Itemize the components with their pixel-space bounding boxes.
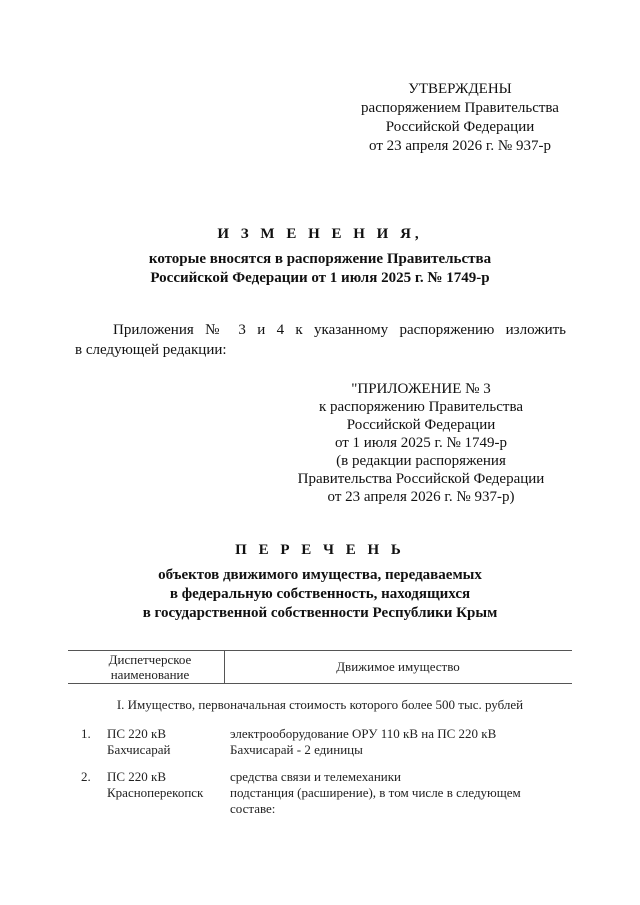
row-description-line: средства связи и телемеханики [230,769,402,784]
appendix-line: "ПРИЛОЖЕНИЕ № 3 [351,381,491,397]
row-name-line: ПС 220 кВ [107,769,167,784]
row-number: 2. [81,769,91,784]
list-title: П Е Р Е Ч Е Н Ь [235,542,405,558]
table-section-heading: I. Имущество, первоначальная стоимость которого более 500 тыс. рублей [116,697,524,712]
row-description-line: подстанция (расширение), в том числе в следующем [230,785,521,800]
approval-line: распоряжением Правительства [361,100,559,116]
row-name-line: Красноперекопск [107,785,204,800]
changes-subtitle-line: которые вносятся в распоряжение Правительства [148,251,492,267]
paragraph-line: Приложения № 3 и 4 к указанному распоряжению изложить [113,322,566,338]
list-subtitle-line: в федеральную собственность, находящихся [169,586,471,602]
appendix-line: Российской Федерации [346,417,496,433]
row-description [230,726,570,758]
row-name-line: ПС 220 кВ [107,726,167,741]
approval-heading: УТВЕРЖДЕНЫ [408,81,512,97]
changes-subtitle [0,250,640,288]
row-name [107,769,225,801]
appendix-line: от 1 июля 2025 г. № 1749-р [334,435,508,451]
column-header-property: Движимое имущество [336,659,460,674]
appendix-header [296,380,546,506]
changes-subtitle-line: Российской Федерации от 1 июля 2025 г. № 1749-р [150,270,490,286]
row-number: 1. [81,726,91,741]
row-description-line: электрооборудование ОРУ 110 кВ на ПС 220 кВ [230,726,497,741]
column-header-name [90,652,210,682]
column-header-line: наименование [110,667,190,682]
row-description [230,769,570,817]
changes-title: И З М Е Н Е Н И Я, [217,226,423,242]
list-subtitle [0,566,640,623]
approval-stamp [340,80,580,156]
table-header-border [68,683,572,684]
appendix-line: (в редакции распоряжения [336,453,506,469]
appendix-line: Правительства Российской Федерации [297,471,545,487]
approval-line: Российской Федерации [385,119,535,135]
column-header-line: Диспетчерское [108,652,192,667]
paragraph-line: в следующей редакции: [75,342,227,358]
approval-line: от 23 апреля 2026 г. № 937-р [369,138,551,154]
row-description-line: составе: [230,801,276,816]
table-top-border [68,650,572,651]
appendix-line: к распоряжению Правительства [318,399,523,415]
table-column-divider [224,650,225,683]
appendix-line: от 23 апреля 2026 г. № 937-р) [327,489,515,505]
list-subtitle-line: объектов движимого имущества, передаваемых [158,567,482,583]
row-name [107,726,222,758]
row-name-line: Бахчисарай [107,742,171,757]
row-description-line: Бахчисарай - 2 единицы [230,742,363,757]
list-subtitle-line: в государственной собственности Республики Крым [142,605,498,621]
